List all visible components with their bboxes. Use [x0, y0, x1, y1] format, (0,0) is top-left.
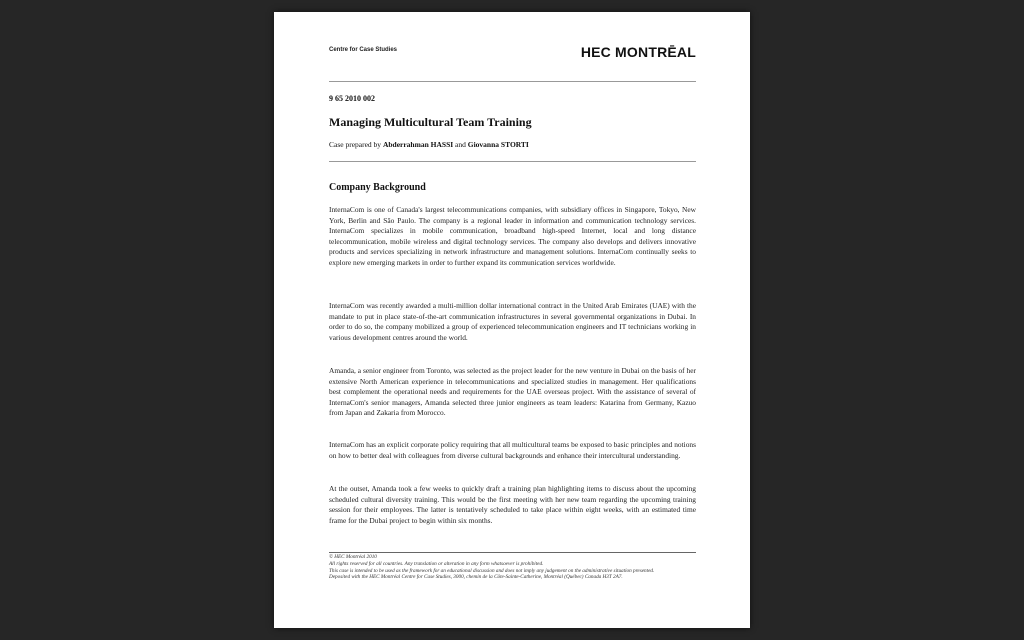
prepared-prefix: Case prepared by [329, 140, 383, 149]
centre-label: Centre for Case Studies [329, 47, 398, 53]
section-heading: Company Background [329, 182, 426, 193]
footer-deposited: Deposited with the HEC Montréal Centre for Case Studies, 3000, chemin de la Côte-Sainte-Catherine, Montréal (Québec) Canada H3T 2A7. [329, 574, 623, 581]
paragraph: InternaCom was recently awarded a multi-million dollar international contract in the United Arab Emirates (UAE) with the mandate to put in place state-of-the-art communication infrastructures in several governmental organizations in Dubai. In order to do so, the company mobilized a group of experienced telecommunication engineers and IT technicians working in various development centres around the world. [329, 301, 696, 342]
paragraph: InternaCom is one of Canada's largest telecommunications companies, with subsidiary offices in Singapore, Tokyo, New York, Berlin and São Paulo. The company is a regional leader in information and communication technology services. InternaCom specializes in mobile communication, broadband high-speed Internet, local and long distance telecommunication, mobile wireless and digital technology services. The company also develops and delivers innovative products and services specializing in network infrastructure and management solutions. InternaCom continually seeks to explore new emerging markets in order to further expand its communication services worldwide. [329, 205, 696, 267]
footer-copyright: © HEC Montréal 2010 [329, 554, 377, 560]
case-number: 9 65 2010 002 [329, 94, 375, 103]
author-2: Giovanna STORTI [467, 140, 529, 149]
case-authors [329, 140, 529, 149]
case-title: Managing Multicultural Team Training [329, 115, 532, 129]
paragraph: InternaCom has an explicit corporate policy requiring that all multicultural teams be exposed to basic principles and notions on how to better deal with colleagues from diverse cultural backgrounds and enhance their intercultural understanding. [329, 440, 696, 460]
footer-divider [329, 552, 696, 553]
paragraph: Amanda, a senior engineer from Toronto, was selected as the project leader for the new venture in Dubai on the basis of her extensive North American experience in telecommunications and specialized studies in management. Her qualifications best complement the operational needs and requirements for the UAE overseas project. With the assistance of several of InternaCom's senior managers, Amanda selected three junior engineers as team leaders: Katarina from Germany, Kazuo from Japan and Zakaria from Morocco. [329, 366, 696, 418]
paragraph: At the outset, Amanda took a few weeks to quickly draft a training plan highlighting items to discuss about the upcoming scheduled cultural diversity training. This would be the first meeting with her new team regarding the upcoming training session for their employees. The latter is tentatively scheduled to take place within eight weeks, with an estimated time frame for the Dubai project to begin within six months. [329, 484, 696, 525]
footer-rights: All rights reserved for all countries. Any translation or alteration in any form whatsoever is prohibited. [329, 560, 544, 567]
footer-disclaimer: This case is intended to be used as the framework for an educational discussion and does not imply any judgement on the administrative situation presented. [329, 567, 655, 574]
author-1: Abderrahman HASSI [382, 140, 454, 149]
title-divider [329, 161, 696, 162]
footer-notes [329, 554, 696, 581]
hec-montreal-logo: HEC MONTRĒAL [580, 44, 696, 60]
document-page [274, 12, 750, 628]
author-conjunction: and [453, 140, 468, 149]
header-divider [329, 81, 696, 82]
